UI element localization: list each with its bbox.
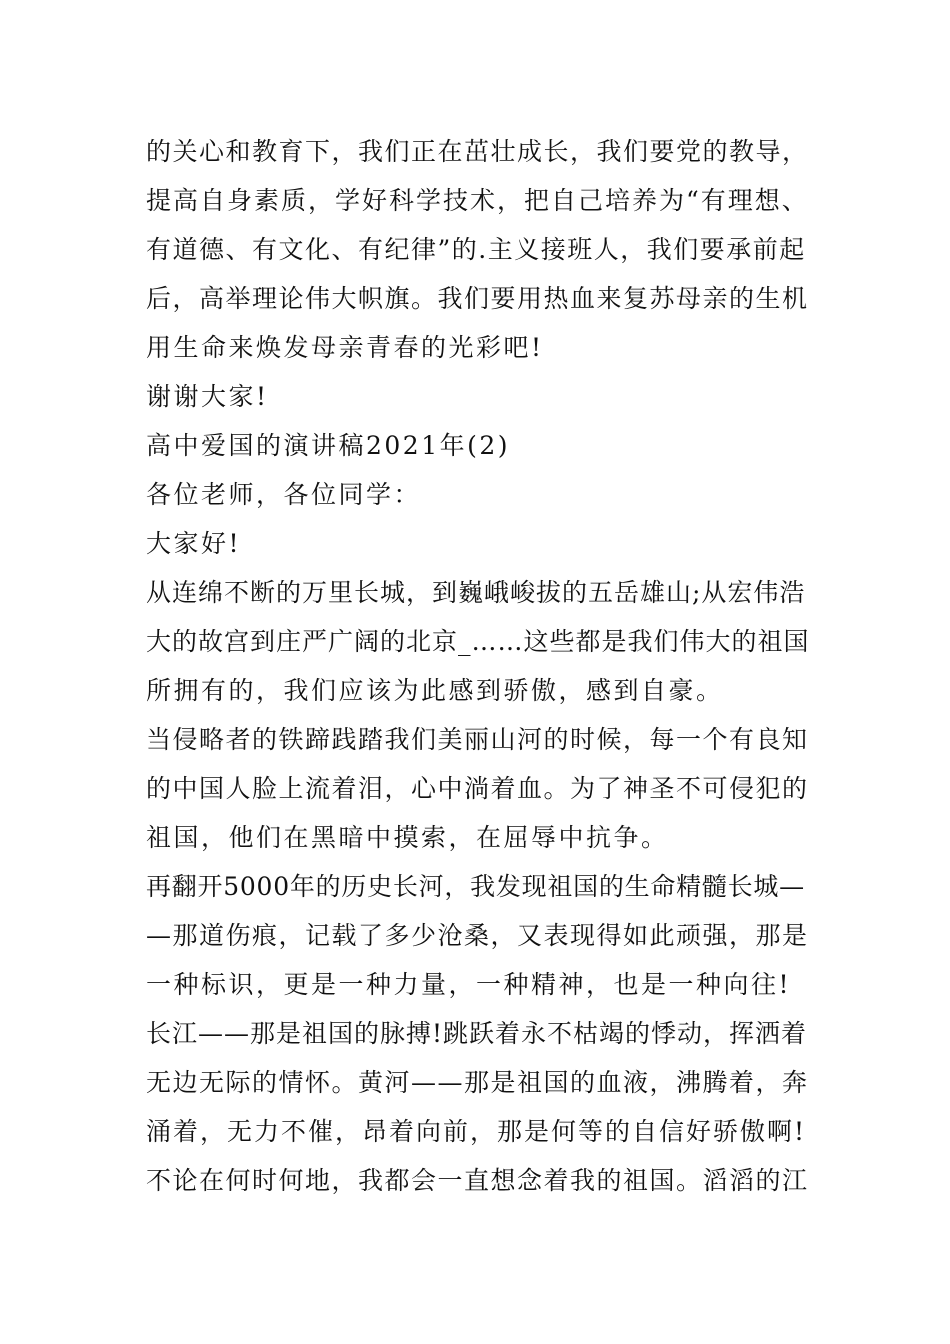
text-line: —那道伤痕，记载了多少沧桑，又表现得如此顽强，那是 — [146, 921, 809, 950]
section-title: 高中爱国的演讲稿2021年(2) — [146, 431, 511, 460]
text-line: 无边无际的情怀。黄河——那是祖国的血液，沸腾着，奔 — [146, 1068, 809, 1097]
text-line: 从连绵不断的万里长城，到巍峨峻拔的五岳雄山;从宏伟浩 — [146, 578, 806, 607]
text-line: 的关心和教育下，我们正在茁壮成长，我们要党的教导， — [146, 137, 809, 166]
text-line: 祖国，他们在黑暗中摸索，在屈辱中抗争。 — [146, 823, 669, 852]
text-line: 后，高举理论伟大帜旗。我们要用热血来复苏母亲的生机 — [146, 284, 809, 313]
text-line: 当侵略者的铁蹄践踏我们美丽山河的时候，每一个有良知 — [146, 725, 809, 754]
text-line: 用生命来焕发母亲青春的光彩吧! — [146, 333, 544, 362]
text-line: 的中国人脸上流着泪，心中淌着血。为了神圣不可侵犯的 — [146, 774, 809, 803]
text-line: 大的故宫到庄严广阔的北京_……这些都是我们伟大的祖国 — [146, 627, 810, 656]
text-line: 一种标识，更是一种力量，一种精神，也是一种向往! — [146, 970, 792, 999]
text-line: 所拥有的，我们应该为此感到骄傲，感到自豪。 — [146, 676, 724, 705]
text-line: 有道德、有文化、有纪律”的.主义接班人，我们要承前起 — [146, 235, 806, 264]
closing-line: 谢谢大家! — [146, 382, 269, 411]
text-line: 涌着，无力不催，昂着向前，那是何等的自信好骄傲啊! — [146, 1117, 807, 1146]
document-body — [146, 127, 811, 1205]
text-line: 提高自身素质，学好科学技术，把自己培养为“有理想、 — [146, 186, 809, 215]
salutation: 各位老师，各位同学： — [146, 480, 422, 509]
text-line: 不论在何时何地，我都会一直想念着我的祖国。滔滔的江 — [146, 1166, 809, 1195]
text-line: 再翻开5000年的历史长河，我发现祖国的生命精髓长城— — [146, 872, 805, 901]
text-line: 长江——那是祖国的脉搏!跳跃着永不枯竭的悸动，挥洒着 — [146, 1019, 808, 1048]
greeting: 大家好! — [146, 529, 242, 558]
